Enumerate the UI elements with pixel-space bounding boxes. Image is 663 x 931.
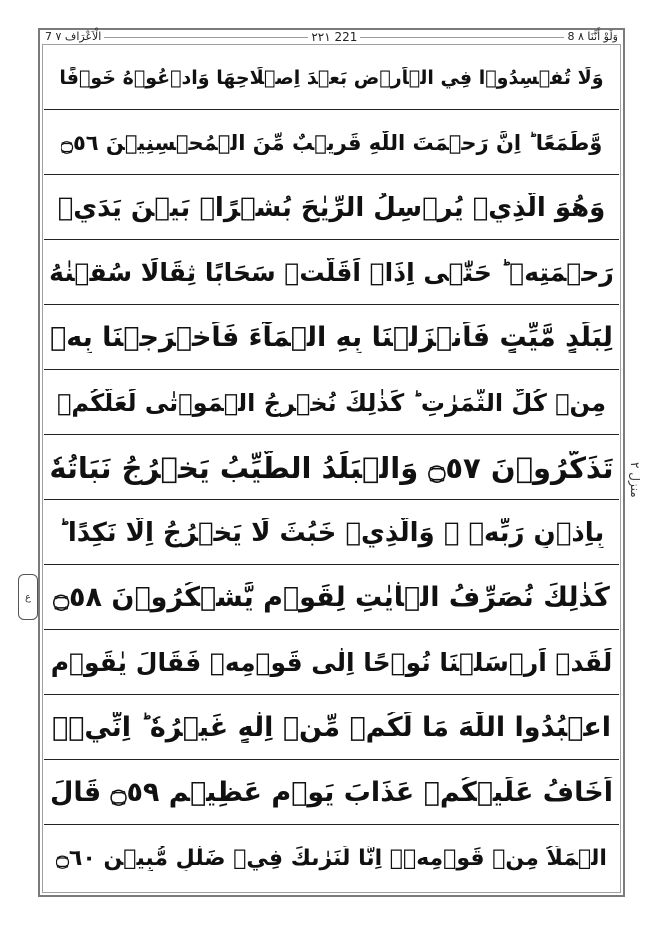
line-text: وَّطَمَعًا ؕ اِنَّ رَحۡمَتَ اللّٰهِ قَرِيۡبٌ مِّنَ الۡمُحۡسِنِيۡنَ ۝٥٦: [60, 130, 603, 155]
text-line: [44, 566, 619, 630]
line-text: بِاِذۡنِ رَبِّهٖ ۚ وَالَّذِيۡ خَبُثَ لَا يَخۡرُجُ اِلَّا نَكِدًا ؕ: [58, 517, 605, 548]
line-text: تَذَكَّرُوۡنَ ۝٥٧ وَالۡبَلَدُ الطَّيِّبُ يَخۡرُجُ نَبَاتُهٗ: [49, 450, 614, 485]
text-line: [44, 826, 619, 890]
manzil-marker: منزل ٢: [628, 462, 642, 498]
line-text: كَذٰلِكَ نُصَرِّفُ الۡاٰيٰتِ لِقَوۡمٍ يَّشۡكُرُوۡنَ ۝٥٨: [53, 582, 610, 613]
line-text: الۡمَلَاُ مِنۡ قَوۡمِهٖۤ اِنَّا لَنَرٰٮكَ فِيۡ ضَلٰلٍ مُّبِيۡنٍ ۝٦٠: [56, 845, 607, 871]
quran-text-area: [44, 46, 619, 889]
line-text: لَقَدۡ اَرۡسَلۡنَا نُوۡحًا اِلٰى قَوۡمِهٖ فَقَالَ يٰقَوۡمِ: [50, 648, 613, 677]
text-line: [44, 111, 619, 175]
text-line: [44, 436, 619, 500]
page-number: ٢٢١ 221: [308, 31, 360, 43]
text-line: [44, 241, 619, 305]
text-line: [44, 631, 619, 695]
line-text: رَحۡمَتِهٖ ؕ حَتّٰۤى اِذَاۤ اَقَلَّتۡ سَحَابًا ثِقَالًا سُقۡنٰهُ: [49, 258, 614, 287]
text-line: [44, 761, 619, 825]
text-line: [44, 306, 619, 370]
line-text: اَخَافُ عَلَيۡكُمۡ عَذَابَ يَوۡمٍ عَظِيۡمٍ ۝٥٩ قَالَ: [49, 777, 614, 808]
line-text: اعۡبُدُوا اللّٰهَ مَا لَكُمۡ مِّنۡ اِلٰهٍ غَيۡرُهٗ ؕ اِنِّيۡۤ: [51, 712, 612, 743]
ruku-marker: ع: [18, 574, 38, 620]
text-line: [44, 696, 619, 760]
text-line: [44, 46, 619, 110]
line-text: مِنۡ كُلِّ الثَّمَرٰتِ ؕ كَذٰلِكَ نُخۡرِجُ الۡمَوۡتٰى لَعَلَّكُمۡ: [56, 388, 607, 417]
line-text: وَلَا تُفۡسِدُوۡا فِي الۡاَرۡضِ بَعۡدَ اِصۡلَاحِهَا وَادۡعُوۡهُ خَوۡفًا: [59, 66, 604, 89]
header-juz-name: 8 وَلَوْ أَنَّنَا ٨: [564, 31, 621, 43]
text-line: [44, 501, 619, 565]
line-text: وَهُوَ الَّذِيۡ يُرۡسِلُ الرِّيٰحَ بُشۡرًاۢ بَيۡنَ يَدَيۡ: [57, 192, 606, 223]
text-line: [44, 371, 619, 435]
text-line: [44, 176, 619, 240]
line-text: لِبَلَدٍ مَّيِّتٍ فَاَنۡزَلۡنَا بِهِ الۡمَآءَ فَاَخۡرَجۡنَا بِهٖ: [50, 322, 613, 353]
page-header: [42, 30, 621, 44]
header-surah-name: 7 الْاَعْرَاف ٧: [42, 31, 104, 43]
